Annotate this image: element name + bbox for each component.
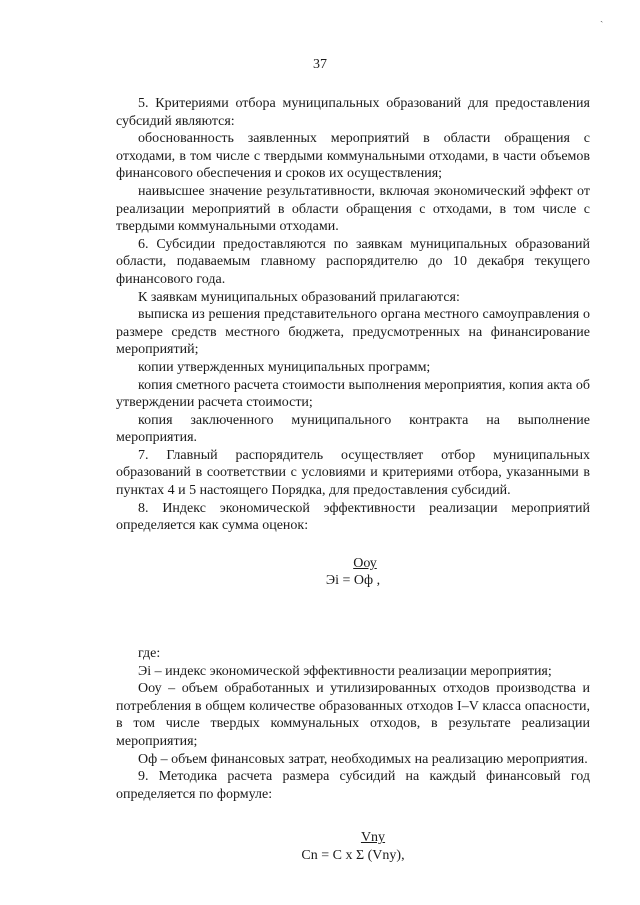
definition-item: Оф – объем финансовых затрат, необходимых на реализацию мероприятия.	[138, 751, 588, 767]
paragraph: 8. Индекс экономической эффективности реализации мероприятий определяется как сумма оценок:	[116, 500, 590, 534]
document-body	[116, 95, 590, 865]
paragraph: копия сметного расчета стоимости выполнения мероприятия, копия акта об утверждении расчета стоимости;	[116, 377, 590, 411]
formula-numerator: Vny	[360, 830, 386, 846]
paragraph: 7. Главный распорядитель осуществляет отбор муниципальных образований в соответствии с условиями и критериями отбора, указанными в пунктах 4 и 5 настоящего Порядка, для предоставления субсидий.	[116, 447, 590, 499]
page-number: 37	[313, 57, 327, 72]
where-label: где:	[138, 646, 161, 662]
formula-subsidy	[116, 829, 590, 864]
definition-item: Эi – индекс экономической эффективности реализации мероприятия;	[138, 663, 552, 679]
definition-item: Ооу – объем обработанных и утилизированных отходов производства и потребления в общем количестве образованных отходов I–V класса опасности, в том числе твердых коммунальных отходов, в результате реализации мероприятия;	[116, 681, 590, 749]
formula-expression: Эi = Оф ,	[325, 573, 381, 589]
paragraph: выписка из решения представительного органа местного самоуправления о размере средств местного бюджета, предусмотренных на финансирование мероприятий;	[116, 307, 590, 358]
paragraph: копии утвержденных муниципальных программ;	[138, 359, 431, 375]
paragraph: 5. Критериями отбора муниципальных образований для предоставления субсидий являются:	[116, 96, 590, 129]
corner-mark: ˎ	[600, 12, 604, 23]
paragraph: наивысшее значение результативности, включая экономический эффект от реализации мероприятий в области обращения с отходами, в том числе с твердыми коммунальными отходами.	[116, 183, 590, 235]
paragraph: 9. Методика расчета размера субсидий на каждый финансовый год определяется по формуле:	[116, 769, 590, 802]
formula-numerator: Ооу	[353, 555, 377, 571]
paragraph: обоснованность заявленных мероприятий в области обращения с отходами, в том числе с твердыми коммунальными отходами, в части объемов финансового обеспечения и сроков их осуществления;	[116, 131, 590, 182]
paragraph: 6. Субсидии предоставляются по заявкам муниципальных образований области, подаваемым главному распорядителю до 10 декабря текущего финансового года.	[116, 236, 590, 287]
paragraph: копия заключенного муниципального контракта на выполнение мероприятия.	[116, 412, 590, 446]
formula-efficiency-index	[116, 555, 590, 590]
formula-expression: Cn = C x Σ (Vny),	[301, 847, 405, 863]
paragraph: К заявкам муниципальных образований прилагаются:	[138, 289, 460, 305]
